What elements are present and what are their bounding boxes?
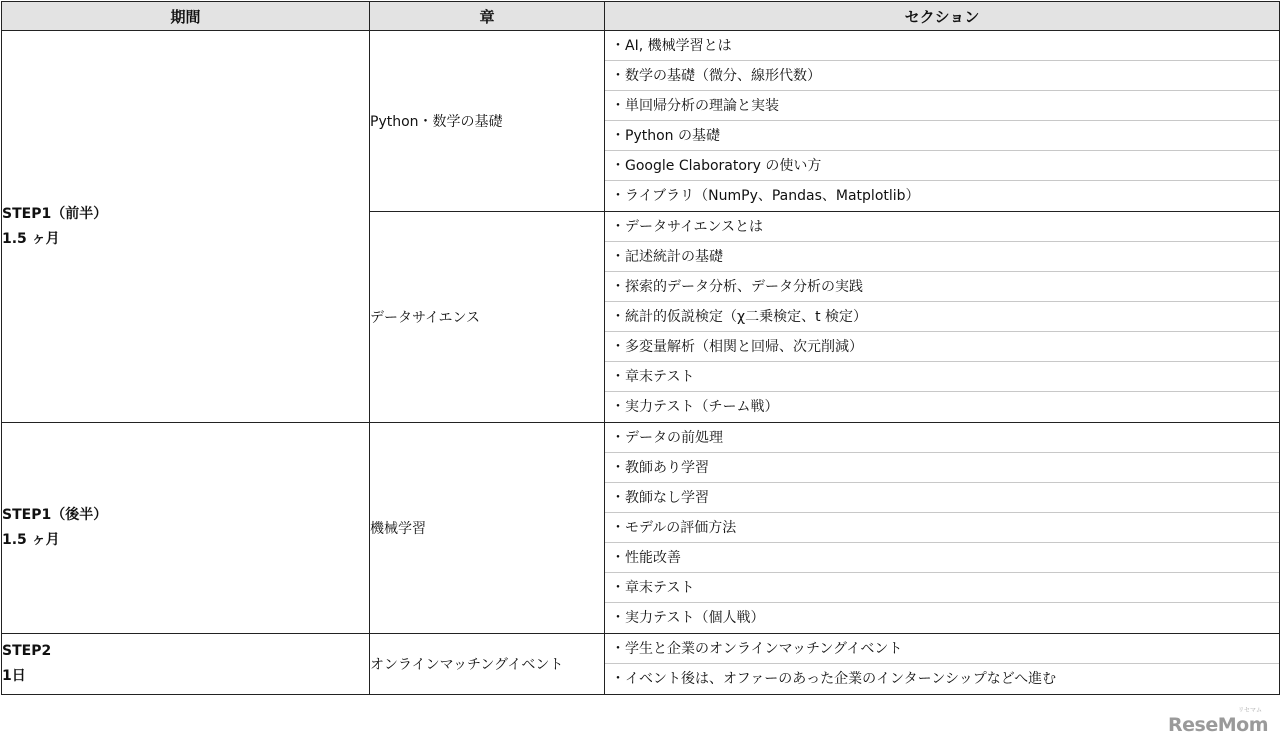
table-row	[2, 634, 1280, 695]
section-cell	[605, 212, 1280, 423]
curriculum-table	[1, 1, 1280, 695]
section-item: ・教師なし学習	[605, 483, 1279, 513]
header-row	[2, 2, 1280, 31]
section-cell	[605, 423, 1280, 634]
section-item: ・データサイエンスとは	[605, 212, 1279, 242]
section-item: ・統計的仮説検定（χ二乗検定、t 検定）	[605, 302, 1279, 332]
section-item: ・章末テスト	[605, 573, 1279, 603]
period-cell	[2, 31, 370, 423]
section-cell	[605, 31, 1280, 212]
section-item: ・Python の基礎	[605, 121, 1279, 151]
period-label: STEP1（後半）	[2, 507, 108, 523]
period-label: STEP1（前半）	[2, 205, 108, 222]
period-cell	[2, 423, 370, 634]
watermark-subtext: リセマム	[1238, 707, 1262, 714]
chapter-cell: オンラインマッチングイベント	[370, 634, 605, 695]
period-duration: 1.5 ヶ月	[2, 532, 60, 548]
period-label: STEP2	[2, 643, 52, 659]
section-item: ・性能改善	[605, 543, 1279, 573]
section-item: ・イベント後は、オファーのあった企業のインターンシップなどへ進む	[611, 671, 1057, 687]
section-item: ・ライブラリ（NumPy、Pandas、Matplotlib）	[611, 188, 920, 204]
section-cell	[605, 634, 1280, 695]
section-item: ・多変量解析（相関と回帰、次元削減）	[605, 332, 1279, 362]
period-cell	[2, 634, 370, 695]
period-duration: 1.5 ヶ月	[2, 230, 60, 247]
section-item: ・実力テスト（個人戦）	[611, 610, 765, 626]
section-item: ・単回帰分析の理論と実装	[605, 91, 1279, 121]
section-item: ・実力テスト（チーム戦）	[611, 399, 779, 415]
section-item: ・数学の基礎（微分、線形代数）	[605, 61, 1279, 91]
chapter-cell: 機械学習	[370, 423, 605, 634]
header-section: セクション	[605, 2, 1280, 31]
section-item: ・モデルの評価方法	[605, 513, 1279, 543]
table-row	[2, 31, 1280, 212]
section-item: ・Google Claboratory の使い方	[605, 151, 1279, 181]
table-row	[2, 423, 1280, 634]
header-chapter: 章	[370, 2, 605, 31]
section-item: ・探索的データ分析、データ分析の実践	[605, 272, 1279, 302]
section-item: ・学生と企業のオンラインマッチングイベント	[605, 634, 1279, 664]
section-item: ・データの前処理	[605, 423, 1279, 453]
section-item: ・AI, 機械学習とは	[605, 31, 1279, 61]
section-item: ・教師あり学習	[605, 453, 1279, 483]
resemom-logo: ReseMom	[1168, 714, 1268, 736]
section-item: ・記述統計の基礎	[605, 242, 1279, 272]
chapter-cell: データサイエンス	[370, 212, 605, 423]
chapter-cell: Python・数学の基礎	[370, 31, 605, 212]
period-duration: 1日	[2, 668, 26, 684]
header-period: 期間	[2, 2, 370, 31]
section-item: ・章末テスト	[605, 362, 1279, 392]
